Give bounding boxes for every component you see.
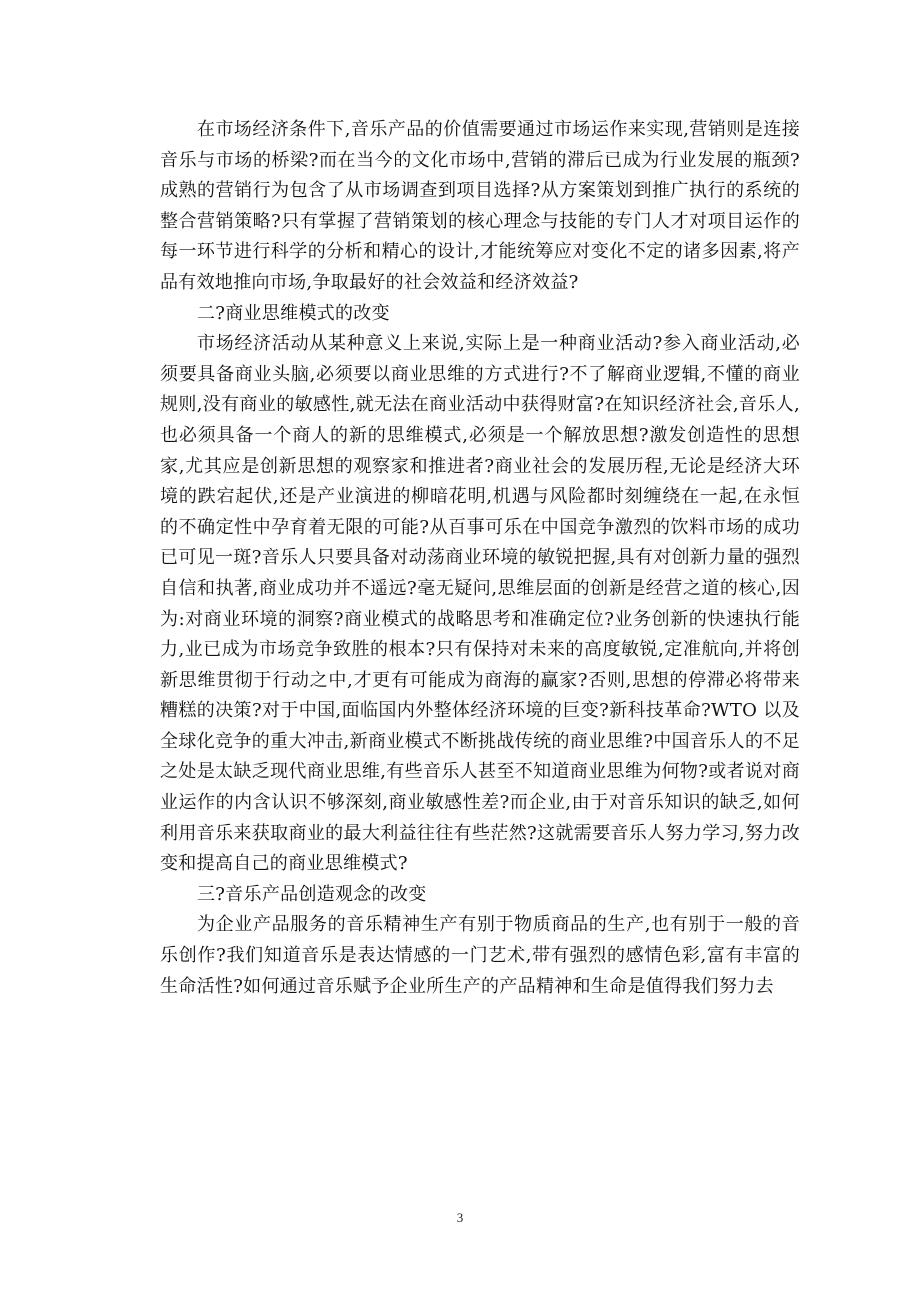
section-heading-product-creation: 三?音乐产品创造观念的改变 bbox=[197, 883, 427, 905]
paragraph-marketing: 在市场经济条件下,音乐产品的价值需要通过市场运作来实现,营销则是连接音乐与市场的桥梁?而在当今的文化市场中,营销的滞后已成为行业发展的瓶颈?成熟的营销行为包含了从市场调查到项目选择?从方案策划到推广执行的系统的整合营销策略?只有掌握了营销策划的核心理念与技能的专门人才对项目运作的每一环节进行科学的分析和精心的设计,才能统筹应对变化不定的诸多因素,将产品有效地推向市场,争取最好的社会效益和经济效益? bbox=[160, 119, 800, 293]
paragraph-business-thinking: 市场经济活动从某种意义上来说,实际上是一种商业活动?参入商业活动,必须要具备商业头脑,必须要以商业思维的方式进行?不了解商业逻辑,不懂的商业规则,没有商业的敏感性,就无法在商业活动中获得财富?在知识经济社会,音乐人,也必须具备一个商人的新的思维模式,必须是一个解放思想?激发创造性的思想家,尤其应是创新思想的观察家和推进者?商业社会的发展历程,无论是经济大环境的跌宕起伏,还是产业演进的柳暗花明,机遇与风险都时刻缠绕在一起,在永恒的不确定性中孕育着无限的可能?从百事可乐在中国竞争激烈的饮料市场的成功已可见一斑?音乐人只要具备对动荡商业环境的敏锐把握,具有对创新力量的强烈自信和执著,商业成功并不遥远?毫无疑问,思维层面的创新是经营之道的核心,因为:对商业环境的洞察?商业模式的战略思考和准确定位?业务创新的快速执行能力,业已成为市场竞争致胜的根本?只有保持对未来的高度敏锐,定准航向,并将创新思维贯彻于行动之中,才更有可能成为商海的赢家?否则,思想的停滞必将带来糟糕的决策?对于中国,面临国内外整体经济环境的巨变?新科技革命?WTO 以及全球化竞争的重大冲击,新商业模式不断挑战传统的商业思维?中国音乐人的不足之处是太缺乏现代商业思维,有些音乐人甚至不知道商业思维为何物?或者说对商业运作的内含认识不够深刻,商业敏感性差?而企业,由于对音乐知识的缺乏,如何利用音乐来获取商业的最大利益往往有些茫然?这就需要音乐人努力学习,努力改变和提高自己的商业思维模式? bbox=[160, 333, 800, 875]
paragraph-product-creation: 为企业产品服务的音乐精神生产有别于物质商品的生产,也有别于一般的音乐创作?我们知道音乐是表达情感的一门艺术,带有强烈的感情色彩,富有丰富的生命活性?如何通过音乐赋予企业所生产的产品精神和生命是值得我们努力去 bbox=[160, 914, 800, 997]
section-heading-business-thinking: 二?商业思维模式的改变 bbox=[197, 302, 390, 324]
document-body bbox=[160, 115, 800, 1002]
page-number: 3 bbox=[456, 1210, 464, 1225]
